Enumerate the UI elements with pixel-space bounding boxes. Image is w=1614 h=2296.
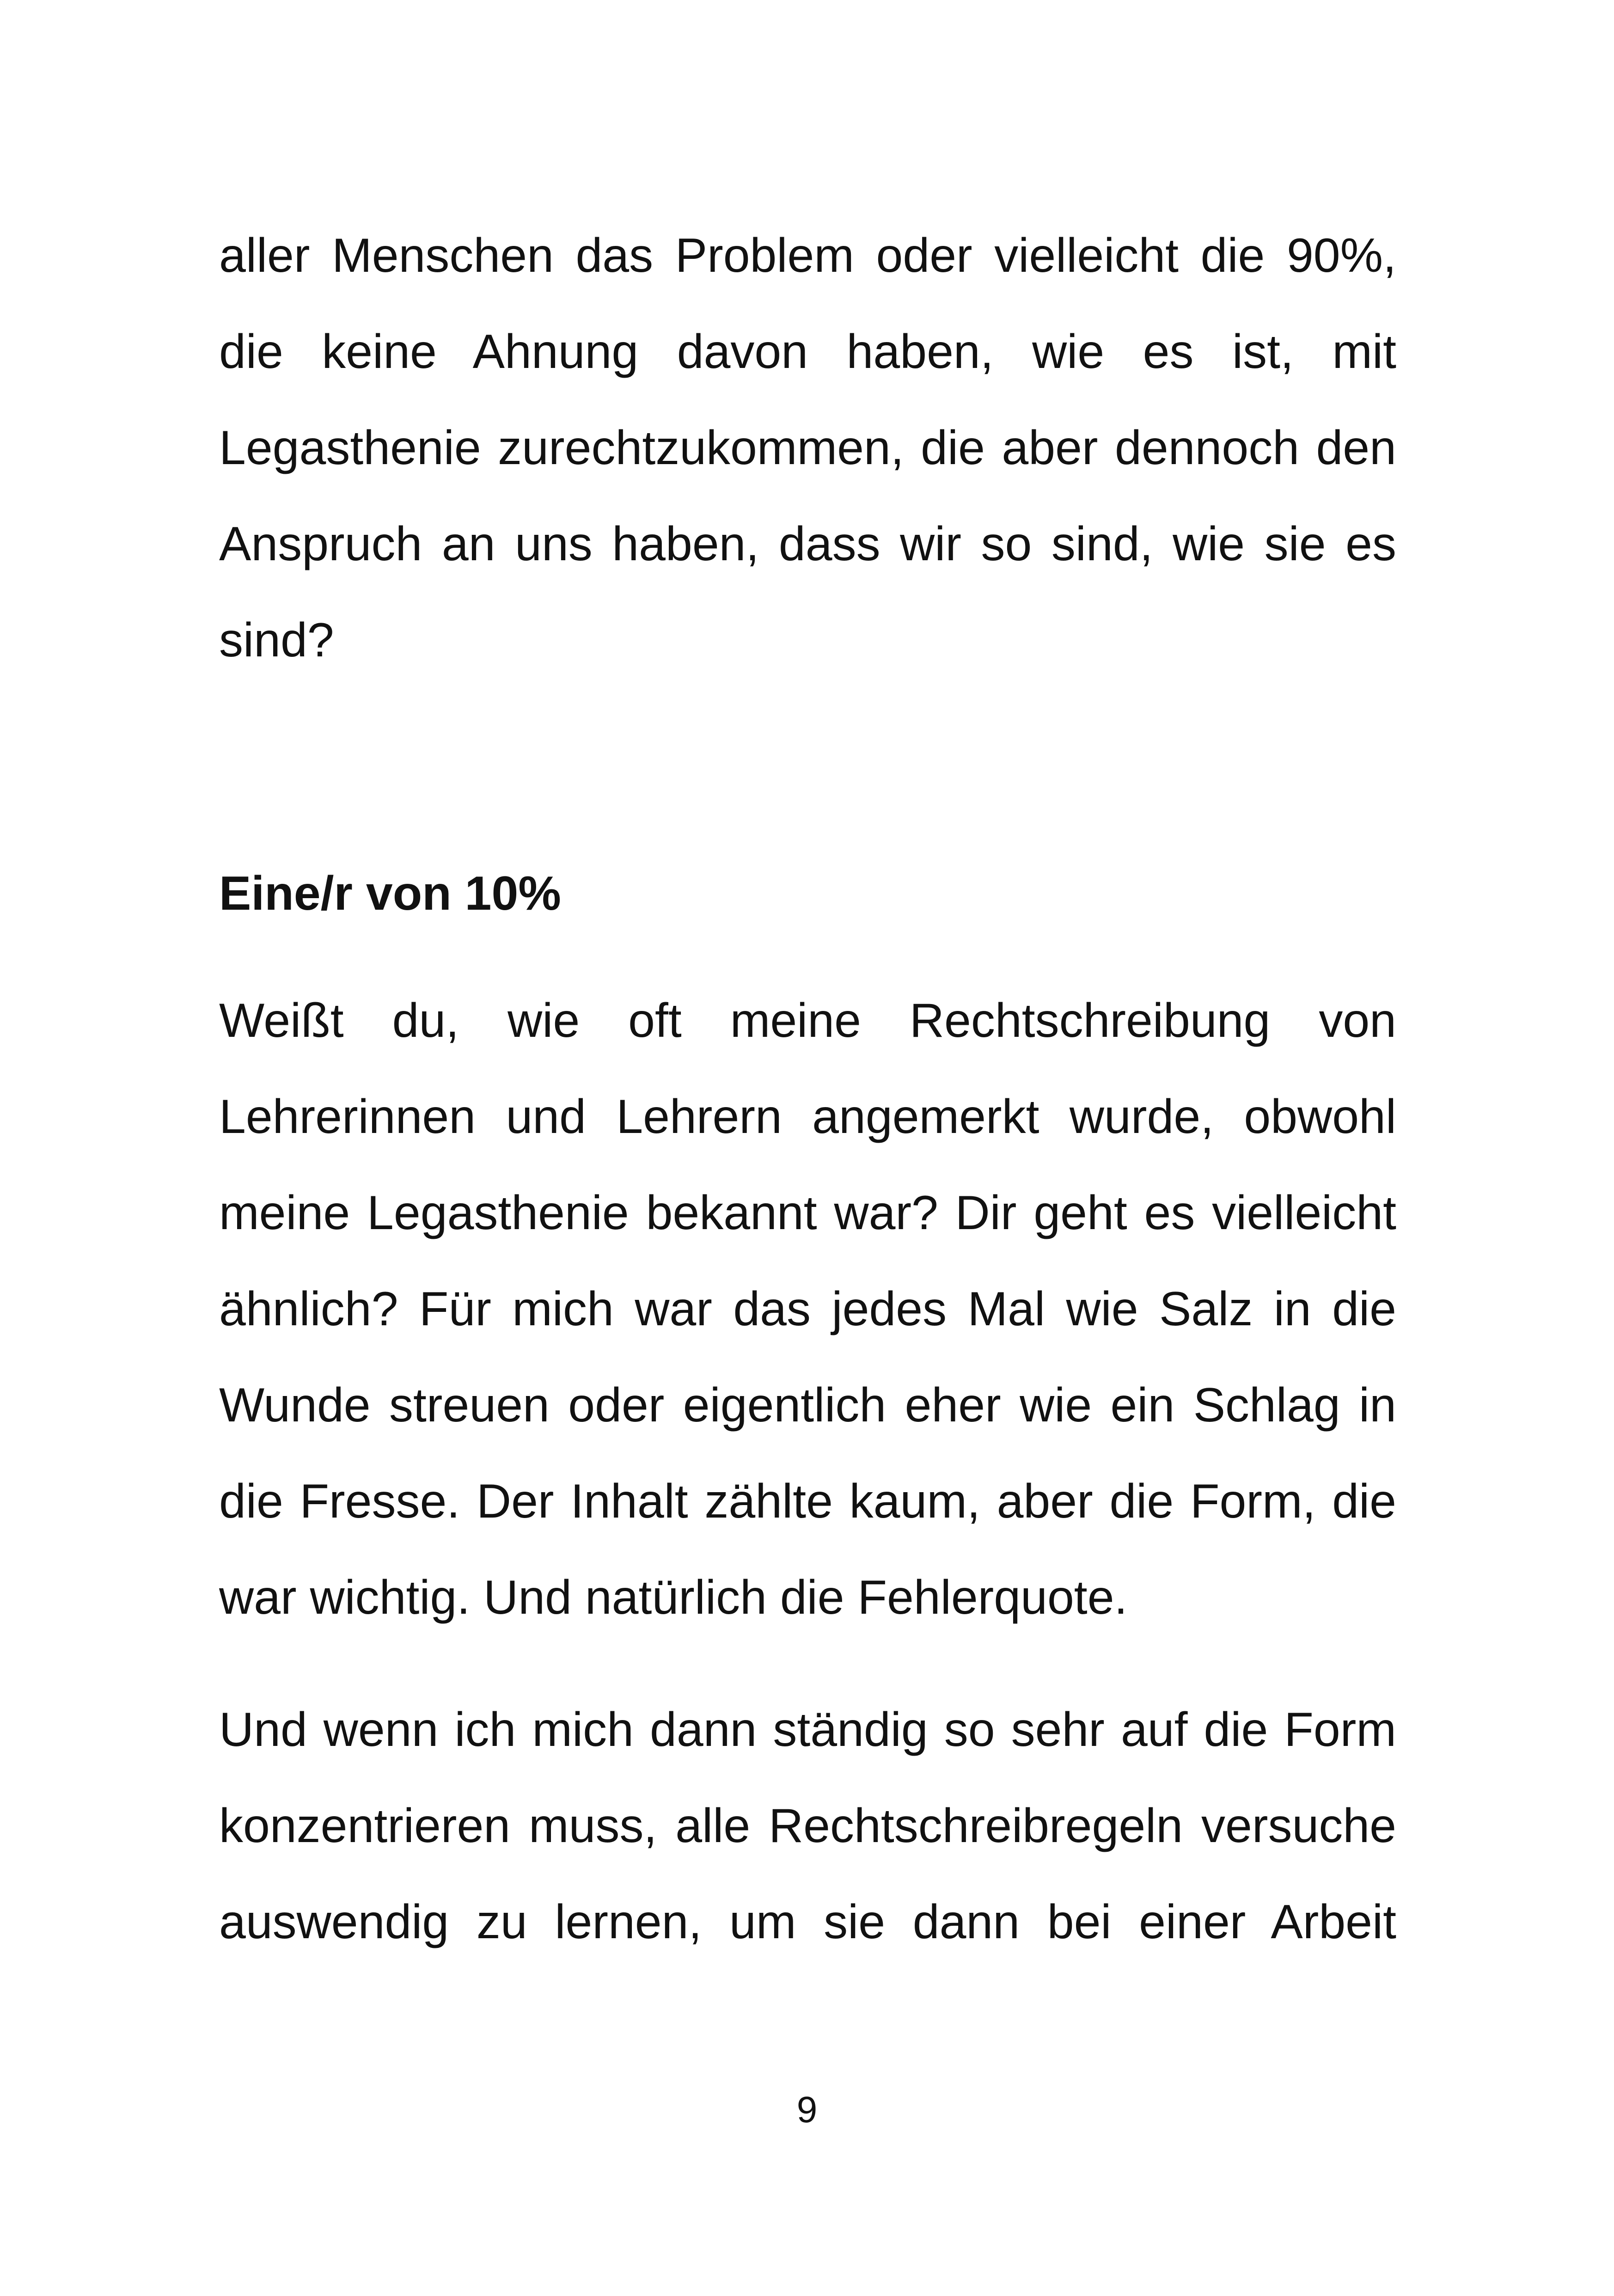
body-text-line: Und wenn ich mich dann ständig so sehr auf die Form — [219, 1703, 1396, 1757]
body-text-line: sind? — [219, 613, 334, 667]
body-text-line: meine Legasthenie bekannt war? Dir geht es vielleicht — [219, 1186, 1396, 1240]
section-heading-block — [219, 845, 1396, 942]
paragraph — [219, 973, 1396, 1646]
paragraph — [219, 208, 1396, 688]
body-text-line: konzentrieren muss, alle Rechtschreibregeln versuche — [219, 1799, 1396, 1853]
page-number: 9 — [796, 2089, 818, 2130]
section-heading: Eine/r von 10% — [219, 867, 561, 920]
body-text-line: Legasthenie zurechtzukommen, die aber dennoch den — [219, 421, 1396, 475]
body-text-line: war wichtig. Und natürlich die Fehlerquote. — [219, 1571, 1128, 1624]
body-text-line: Weißt du, wie oft meine Rechtschreibung von — [219, 994, 1396, 1047]
body-text-line: aller Menschen das Problem oder vielleicht die 90%, — [219, 229, 1396, 282]
body-text-line: die keine Ahnung davon haben, wie es ist, mit — [219, 325, 1396, 379]
body-text-line: ähnlich? Für mich war das jedes Mal wie Salz in die — [219, 1282, 1396, 1336]
body-text-line: auswendig zu lernen, um sie dann bei einer Arbeit — [219, 1895, 1396, 1949]
paragraph — [219, 1682, 1396, 1970]
body-text-line: Lehrerinnen und Lehrern angemerkt wurde, obwohl — [219, 1090, 1396, 1144]
body-text-line: Anspruch an uns haben, dass wir so sind, wie sie es — [219, 517, 1396, 571]
body-text-line: die Fresse. Der Inhalt zählte kaum, aber die Form, die — [219, 1475, 1396, 1528]
body-text-line: Wunde streuen oder eigentlich eher wie ein Schlag in — [219, 1378, 1396, 1432]
